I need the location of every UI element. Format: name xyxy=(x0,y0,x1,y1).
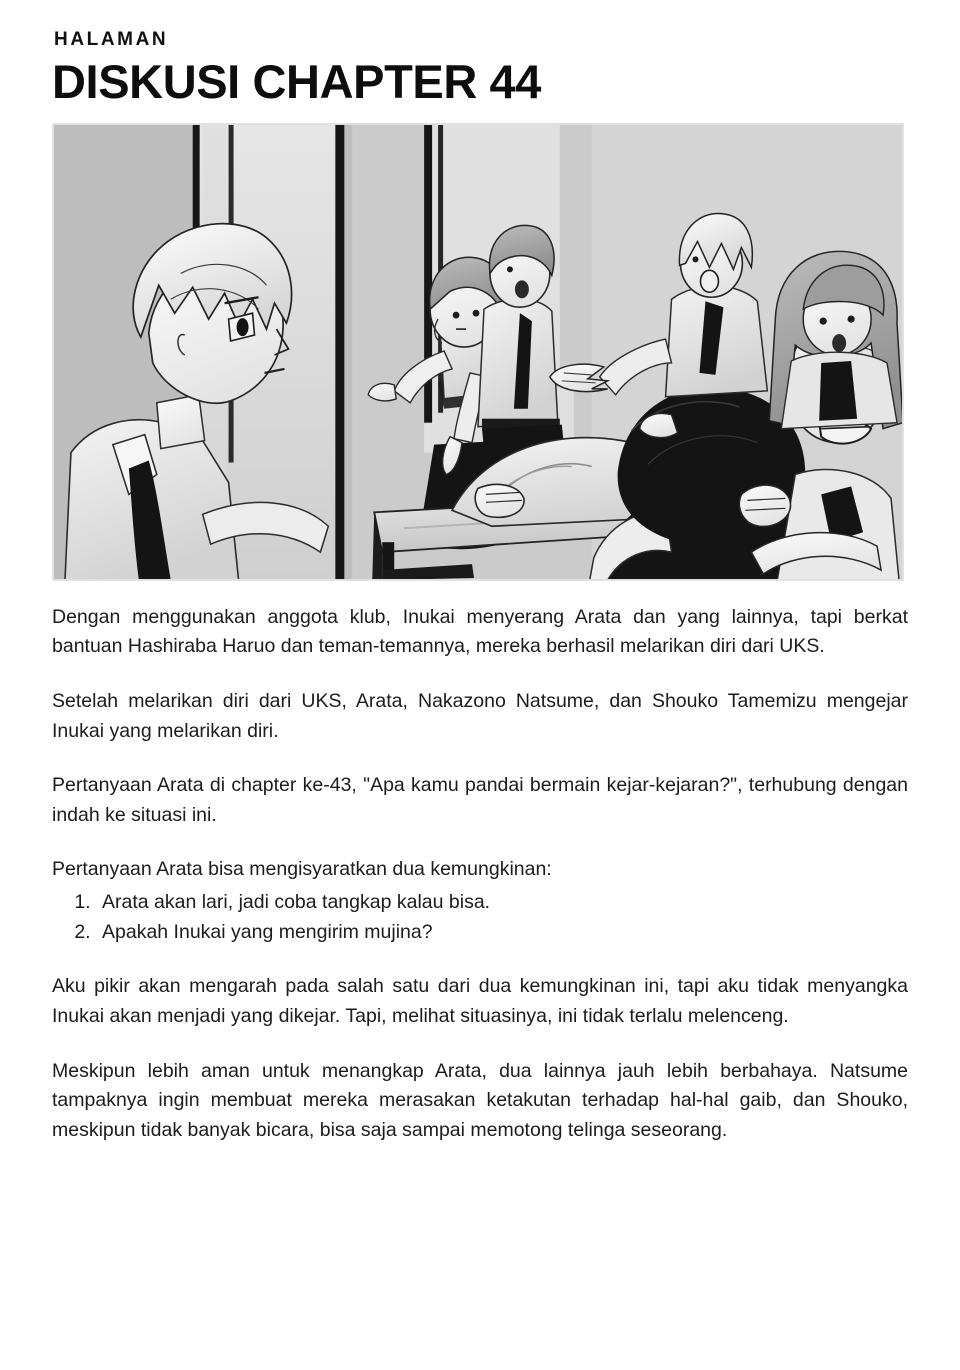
paragraph-2: Setelah melarikan diri dari UKS, Arata, Nakazono Natsume, dan Shouko Tamemizu mengejar Inukai yang melarikan diri. xyxy=(52,689,908,742)
article-body xyxy=(52,603,908,1146)
page-header xyxy=(52,0,908,107)
paragraph-5: Meskipun lebih aman untuk menangkap Arata, dua lainnya jauh lebih berbahaya. Natsume tampaknya ingin membuat mereka merasakan ketakutan terhadap hal-hal gaib, dan Shouko, meskipun tidak banyak bicara, bisa saja sampai memotong telinga seseorang. xyxy=(52,1059,908,1141)
manga-panel-svg xyxy=(53,124,903,580)
list-intro: Pertanyaan Arata bisa mengisyaratkan dua kemungkinan: xyxy=(52,858,552,881)
list-item: 2. Apakah Inukai yang mengirim mujina? xyxy=(96,918,908,948)
manga-panel-illustration xyxy=(52,123,904,581)
list-item: 1. Arata akan lari, jadi coba tangkap kalau bisa. xyxy=(96,888,908,918)
eyebrow-label: HALAMAN xyxy=(54,29,169,50)
character-long-haired-girl xyxy=(769,251,903,428)
paragraph-3: Pertanyaan Arata di chapter ke-43, "Apa kamu pandai bermain kejar-kejaran?", terhubung dengan indah ke situasi ini. xyxy=(52,774,908,826)
paragraph-4: Aku pikir akan mengarah pada salah satu dari dua kemungkinan ini, tapi aku tidak menyangka Inukai akan menjadi yang dikejar. Tapi, melihat situasinya, ini tidak terlalu melenceng. xyxy=(52,975,908,1027)
page-title: DISKUSI CHAPTER 44 xyxy=(52,54,542,108)
possibilities-list xyxy=(52,888,908,947)
paragraph-1: Dengan menggunakan anggota klub, Inukai menyerang Arata dan yang lainnya, tapi berkat bantuan Hashiraba Haruo dan teman-temannya, mereka berhasil melarikan diri dari UKS. xyxy=(52,605,908,658)
